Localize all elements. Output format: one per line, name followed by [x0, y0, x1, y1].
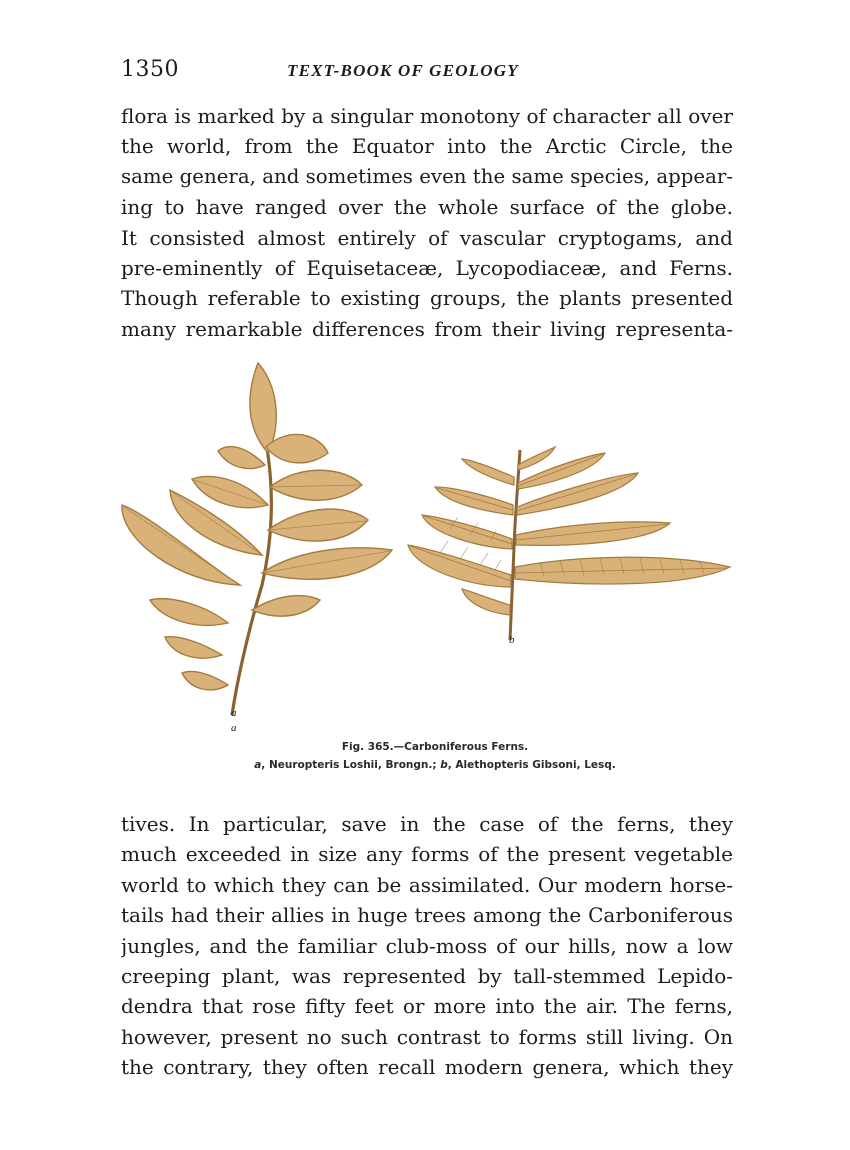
caption-species-b: , Alethopteris Gibsoni, Lesq. — [447, 759, 616, 771]
text-line: dendra that rose fifty feet or more into the air. The ferns, — [121, 994, 733, 1019]
caption-letter-a: a — [254, 759, 262, 771]
bottom-paragraph — [121, 809, 733, 1083]
fern-a-leaflet — [262, 548, 392, 579]
text-line: the contrary, they often recall modern genera, which they — [121, 1055, 733, 1080]
fern-a-leaflet — [252, 596, 320, 617]
fern-a-leaflet — [266, 434, 328, 462]
caption-species-a: , Neuropteris Loshii, Brongn.; — [261, 759, 441, 771]
fern-b-pinna — [516, 522, 670, 545]
text-line: however, present no such contrast to forms still living. On — [121, 1024, 733, 1049]
page-number: 1350 — [121, 57, 179, 82]
figure-label-a-repeat: a — [231, 722, 237, 734]
fern-b-pinna — [462, 589, 510, 615]
text-line: flora is marked by a singular monotony of character all over — [121, 104, 733, 128]
fern-b-pinna — [462, 459, 514, 485]
figure-label-a: a — [231, 707, 237, 719]
text-line: ing to have ranged over the whole surface of the globe. — [121, 195, 733, 220]
text-line: It consisted almost entirely of vascular cryptogams, and — [121, 225, 733, 250]
fern-a-neuropteris — [122, 363, 392, 715]
fern-illustration — [110, 355, 750, 745]
text-line: creeping plant, was represented by tall-stemmed Lepido- — [121, 963, 733, 988]
fern-figure — [110, 355, 750, 745]
text-line: Though referable to existing groups, the plants presented — [121, 286, 733, 311]
text-line: tives. In particular, save in the case of the ferns, they — [121, 812, 733, 836]
text-line: tails had their allies in huge trees among the Carboniferous — [121, 903, 733, 928]
fern-b-pinna — [518, 447, 555, 470]
fern-a-leaflet — [165, 637, 222, 658]
fern-a-leaflet — [218, 447, 265, 469]
figure-caption-species — [200, 759, 670, 771]
text-line: the world, from the Equator into the Arctic Circle, the — [121, 134, 733, 159]
fern-b-pinna — [408, 545, 511, 587]
fern-b-pinna — [422, 515, 512, 549]
text-line: much exceeded in size any forms of the present vegetable — [121, 842, 733, 867]
text-line: same genera, and sometimes even the same species, appear- — [121, 164, 733, 188]
figure-label-b: b — [509, 634, 515, 646]
caption-letter-b: b — [440, 759, 448, 771]
text-line: jungles, and the familiar club-moss of our hills, now a low — [121, 933, 733, 958]
fern-a-leaflet — [250, 363, 276, 453]
fern-b-alethopteris — [408, 447, 730, 640]
top-paragraph — [121, 101, 733, 344]
figure-caption-title: Fig. 365.—Carboniferous Ferns. — [341, 741, 529, 753]
text-line: pre-eminently of Equisetaceæ, Lycopodiaceæ, and Ferns. — [121, 255, 733, 280]
running-title: TEXT-BOOK OF GEOLOGY — [287, 61, 519, 80]
fern-a-leaflet — [150, 599, 228, 626]
fern-a-leaflet — [182, 672, 228, 690]
text-line: many remarkable differences from their living representa- — [121, 316, 733, 341]
text-line: world to which they can be assimilated. Our modern horse- — [121, 872, 733, 897]
